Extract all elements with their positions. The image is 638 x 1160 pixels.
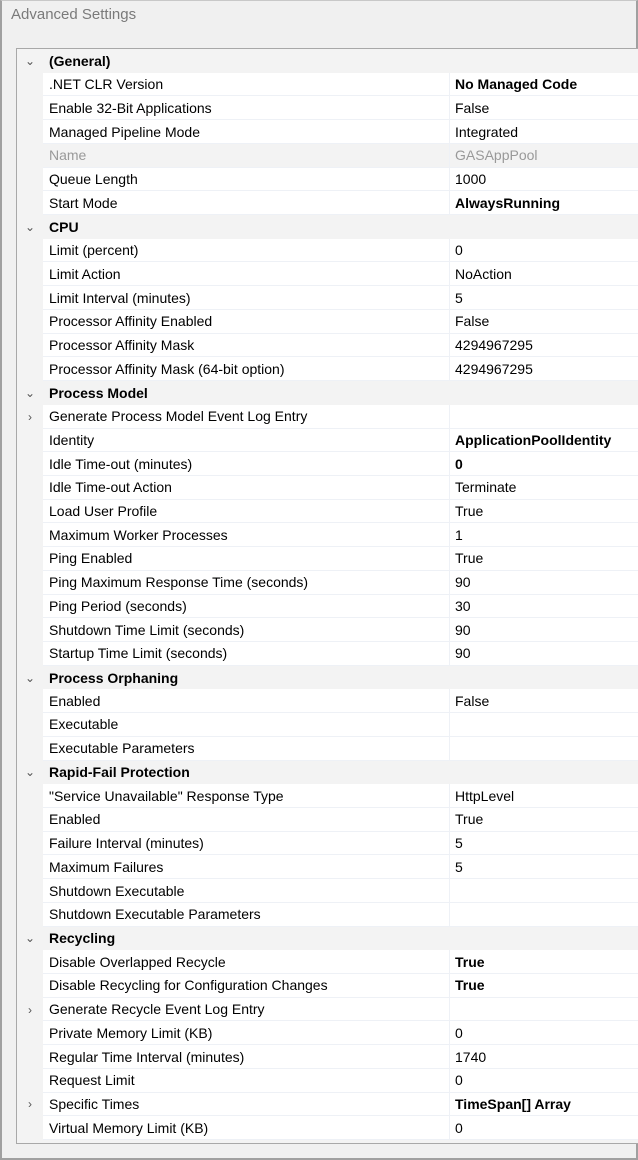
row-gutter <box>17 571 43 595</box>
property-value[interactable] <box>450 713 638 737</box>
category-cpu[interactable] <box>17 215 638 239</box>
property-row[interactable] <box>17 1069 638 1093</box>
row-gutter <box>17 950 43 974</box>
property-value[interactable]: 90 <box>450 642 638 666</box>
property-value[interactable]: 0 <box>450 1116 638 1140</box>
property-name: Ping Maximum Response Time (seconds) <box>43 571 450 595</box>
row-gutter <box>17 595 43 619</box>
property-value[interactable]: True <box>450 547 638 571</box>
row-gutter <box>17 689 43 713</box>
property-row[interactable] <box>17 998 638 1022</box>
row-gutter <box>17 168 43 192</box>
property-value[interactable]: 5 <box>450 832 638 856</box>
property-row[interactable] <box>17 144 638 168</box>
property-name: Maximum Worker Processes <box>43 523 450 547</box>
property-name: Processor Affinity Mask <box>43 334 450 358</box>
property-name: Limit (percent) <box>43 239 450 263</box>
property-name: Managed Pipeline Mode <box>43 120 450 144</box>
chevron-right-icon[interactable]: › <box>28 409 32 424</box>
property-name: Queue Length <box>43 168 450 192</box>
property-name: Disable Overlapped Recycle <box>43 950 450 974</box>
property-name: Failure Interval (minutes) <box>43 832 450 856</box>
property-name: Private Memory Limit (KB) <box>43 1021 450 1045</box>
row-gutter <box>17 618 43 642</box>
property-name: Virtual Memory Limit (KB) <box>43 1116 450 1140</box>
property-name: Ping Enabled <box>43 547 450 571</box>
property-row[interactable] <box>17 286 638 310</box>
window-title: Advanced Settings <box>11 6 137 23</box>
category-label: (General) <box>43 49 638 73</box>
property-value[interactable]: 0 <box>450 1021 638 1045</box>
property-name: "Service Unavailable" Response Type <box>43 784 450 808</box>
property-row[interactable] <box>17 571 638 595</box>
property-name: Name <box>43 144 450 168</box>
row-gutter <box>17 879 43 903</box>
category-general[interactable] <box>17 49 638 73</box>
property-row[interactable] <box>17 737 638 761</box>
property-row[interactable] <box>17 855 638 879</box>
row-gutter <box>17 73 43 97</box>
property-value[interactable]: No Managed Code <box>450 73 638 97</box>
property-row[interactable] <box>17 96 638 120</box>
property-row[interactable] <box>17 405 638 429</box>
row-gutter <box>17 1045 43 1069</box>
property-row[interactable] <box>17 547 638 571</box>
row-gutter <box>17 737 43 761</box>
property-row[interactable] <box>17 73 638 97</box>
property-name: Startup Time Limit (seconds) <box>43 642 450 666</box>
chevron-down-icon[interactable]: ⌄ <box>24 53 36 68</box>
property-value[interactable]: 4294967295 <box>450 357 638 381</box>
property-value[interactable]: 30 <box>450 595 638 619</box>
row-gutter <box>17 903 43 927</box>
property-value[interactable] <box>450 998 638 1022</box>
property-name: Enabled <box>43 689 450 713</box>
property-row[interactable] <box>17 832 638 856</box>
property-row[interactable] <box>17 879 638 903</box>
row-gutter <box>17 310 43 334</box>
property-value[interactable] <box>450 903 638 927</box>
property-value[interactable]: 1000 <box>450 168 638 192</box>
row-gutter <box>17 429 43 453</box>
property-row[interactable] <box>17 191 638 215</box>
row-gutter <box>17 144 43 168</box>
property-row[interactable] <box>17 500 638 524</box>
property-name: Disable Recycling for Configuration Changes <box>43 974 450 998</box>
row-gutter <box>17 832 43 856</box>
row-gutter <box>17 96 43 120</box>
property-name: Shutdown Executable Parameters <box>43 903 450 927</box>
property-value[interactable] <box>450 405 638 429</box>
property-value[interactable] <box>450 879 638 903</box>
property-value[interactable]: Integrated <box>450 120 638 144</box>
row-gutter <box>17 642 43 666</box>
property-value[interactable]: 0 <box>450 1069 638 1093</box>
category-label: Process Model <box>43 381 638 405</box>
property-name: Request Limit <box>43 1069 450 1093</box>
property-row[interactable] <box>17 476 638 500</box>
row-gutter <box>17 334 43 358</box>
category-label: Rapid-Fail Protection <box>43 761 638 785</box>
property-name: Idle Time-out (minutes) <box>43 452 450 476</box>
row-gutter <box>17 855 43 879</box>
property-value[interactable]: False <box>450 689 638 713</box>
property-row[interactable] <box>17 239 638 263</box>
property-row[interactable] <box>17 595 638 619</box>
category-process-orphaning[interactable] <box>17 666 638 690</box>
chevron-down-icon[interactable]: ⌄ <box>24 765 36 780</box>
property-name: .NET CLR Version <box>43 73 450 97</box>
property-row[interactable] <box>17 1116 638 1140</box>
property-name: Idle Time-out Action <box>43 476 450 500</box>
property-row[interactable] <box>17 1045 638 1069</box>
property-row[interactable] <box>17 713 638 737</box>
property-value[interactable]: ApplicationPoolIdentity <box>450 429 638 453</box>
property-value[interactable]: 1 <box>450 523 638 547</box>
property-value[interactable]: 0 <box>450 452 638 476</box>
property-value[interactable]: NoAction <box>450 262 638 286</box>
row-gutter <box>17 974 43 998</box>
row-gutter <box>17 523 43 547</box>
property-value[interactable]: 0 <box>450 239 638 263</box>
property-name: Maximum Failures <box>43 855 450 879</box>
property-row[interactable] <box>17 1021 638 1045</box>
property-row[interactable] <box>17 429 638 453</box>
property-value[interactable]: False <box>450 96 638 120</box>
property-row[interactable] <box>17 452 638 476</box>
property-value[interactable]: True <box>450 500 638 524</box>
property-value[interactable]: TimeSpan[] Array <box>450 1093 638 1117</box>
property-row[interactable] <box>17 310 638 334</box>
row-gutter <box>17 713 43 737</box>
property-name: Enable 32-Bit Applications <box>43 96 450 120</box>
row-gutter <box>17 500 43 524</box>
chevron-down-icon[interactable]: ⌄ <box>24 219 36 234</box>
chevron-down-icon[interactable]: ⌄ <box>24 385 36 400</box>
row-gutter <box>17 262 43 286</box>
property-value[interactable]: 90 <box>450 618 638 642</box>
property-row[interactable] <box>17 523 638 547</box>
row-gutter <box>17 784 43 808</box>
category-process-model[interactable] <box>17 381 638 405</box>
property-name: Specific Times <box>43 1093 450 1117</box>
property-value[interactable]: 5 <box>450 286 638 310</box>
property-row[interactable] <box>17 808 638 832</box>
category-label: Process Orphaning <box>43 666 638 690</box>
property-name: Executable Parameters <box>43 737 450 761</box>
row-gutter <box>17 1021 43 1045</box>
property-row[interactable] <box>17 974 638 998</box>
category-label: Recycling <box>43 927 638 951</box>
row-gutter <box>17 808 43 832</box>
property-value[interactable]: AlwaysRunning <box>450 191 638 215</box>
category-label: CPU <box>43 215 638 239</box>
property-name: Processor Affinity Mask (64-bit option) <box>43 357 450 381</box>
property-name: Generate Process Model Event Log Entry <box>43 405 450 429</box>
property-row[interactable] <box>17 120 638 144</box>
row-gutter <box>17 120 43 144</box>
chevron-down-icon[interactable]: ⌄ <box>24 931 36 946</box>
row-gutter <box>17 191 43 215</box>
property-value[interactable] <box>450 737 638 761</box>
row-gutter <box>17 357 43 381</box>
property-name: Limit Interval (minutes) <box>43 286 450 310</box>
property-row[interactable] <box>17 903 638 927</box>
property-row[interactable] <box>17 334 638 358</box>
property-name: Load User Profile <box>43 500 450 524</box>
property-grid <box>16 48 638 1144</box>
property-row[interactable] <box>17 168 638 192</box>
property-name: Processor Affinity Enabled <box>43 310 450 334</box>
property-name: Regular Time Interval (minutes) <box>43 1045 450 1069</box>
category-recycling[interactable] <box>17 927 638 951</box>
property-row[interactable] <box>17 784 638 808</box>
property-row[interactable] <box>17 357 638 381</box>
property-name: Limit Action <box>43 262 450 286</box>
property-row[interactable] <box>17 642 638 666</box>
property-row[interactable] <box>17 618 638 642</box>
property-name: Enabled <box>43 808 450 832</box>
property-row[interactable] <box>17 950 638 974</box>
chevron-down-icon[interactable]: ⌄ <box>24 670 36 685</box>
property-name: Identity <box>43 429 450 453</box>
property-value[interactable]: 5 <box>450 855 638 879</box>
property-value[interactable]: 4294967295 <box>450 334 638 358</box>
property-value[interactable]: Terminate <box>450 476 638 500</box>
property-value[interactable]: GASAppPool <box>450 144 638 168</box>
property-name: Shutdown Executable <box>43 879 450 903</box>
property-value[interactable]: True <box>450 974 638 998</box>
chevron-right-icon[interactable]: › <box>28 1097 32 1112</box>
property-value[interactable]: False <box>450 310 638 334</box>
property-name: Generate Recycle Event Log Entry <box>43 998 450 1022</box>
property-name: Shutdown Time Limit (seconds) <box>43 618 450 642</box>
property-row[interactable] <box>17 262 638 286</box>
property-row[interactable] <box>17 1093 638 1117</box>
chevron-right-icon[interactable]: › <box>28 1002 32 1017</box>
property-value[interactable]: True <box>450 808 638 832</box>
row-gutter <box>17 476 43 500</box>
category-rapid-fail-protection[interactable] <box>17 761 638 785</box>
row-gutter <box>17 286 43 310</box>
property-value[interactable]: HttpLevel <box>450 784 638 808</box>
property-name: Executable <box>43 713 450 737</box>
property-row[interactable] <box>17 689 638 713</box>
row-gutter <box>17 1116 43 1140</box>
row-gutter <box>17 239 43 263</box>
row-gutter <box>17 547 43 571</box>
property-value[interactable]: 90 <box>450 571 638 595</box>
property-name: Ping Period (seconds) <box>43 595 450 619</box>
property-name: Start Mode <box>43 191 450 215</box>
property-value[interactable]: True <box>450 950 638 974</box>
row-gutter <box>17 1069 43 1093</box>
row-gutter <box>17 452 43 476</box>
property-value[interactable]: 1740 <box>450 1045 638 1069</box>
